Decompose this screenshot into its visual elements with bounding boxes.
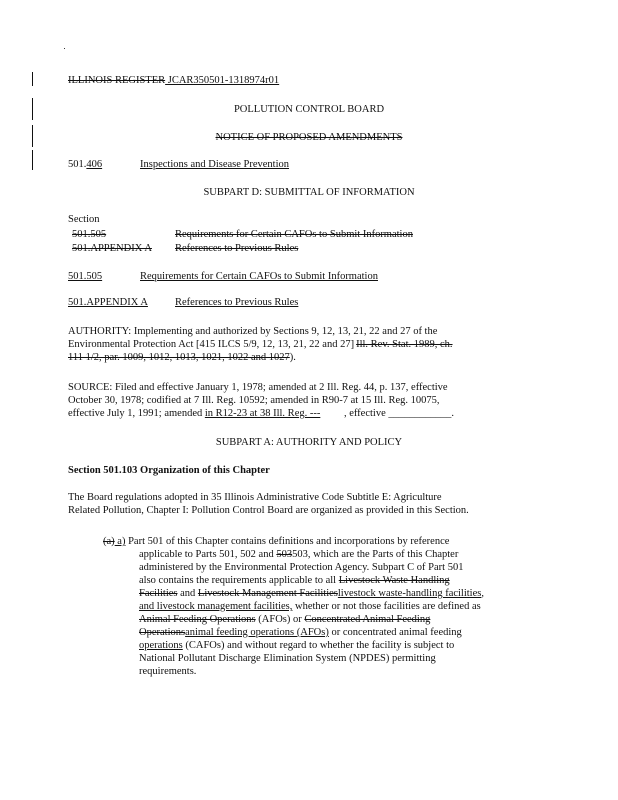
change-bar	[32, 150, 33, 170]
toc-struck-title: References to Previous Rules	[175, 243, 299, 254]
toc-new-title: Requirements for Certain CAFOs to Submit Information	[140, 271, 378, 282]
toc-struck-title: Requirements for Certain CAFOs to Submit Information	[175, 229, 413, 240]
authority-note: AUTHORITY: Implementing and authorized by Sections 9, 12, 13, 21, 22 and 27 of the Environmental Protection Act [415 ILCS 5/9, 12, 13, 21, 22 and 27] Ill. Rev. Stat. 1989, ch. 111 1/2, par. 1009, 1012, 1013, 1021, 1022 and 1027).	[68, 326, 453, 363]
subpart-d-heading: SUBPART D: SUBMITTAL OF INFORMATION	[203, 187, 415, 198]
section-label: Section	[68, 214, 100, 225]
item-a-first-line: (a) a) Part 501 of this Chapter contains definitions and incorporations by reference	[103, 536, 450, 547]
toc-new-number: 501.505	[68, 271, 103, 282]
subpart-a-heading: SUBPART A: AUTHORITY AND POLICY	[215, 437, 403, 448]
item-a-body: applicable to Parts 501, 502 and 503503, which are the Parts of this Chapter administered by the Environmental Protection Agency. Subpart C of Part 501 also contains the requirements applicable to all Livestock Waste Handling Facilities and Livestock Management Facilitieslivestock waste-handling facilities, and livestock management facilities, whether or not those facilities are defined as Animal Feeding Operations (AFOs) or Concentrated Animal Feeding Operationsanimal feeding operations (AFOs) or concentrated animal feeding operations (CAFOs) and without regard to whether the facility is subject to National Pollutant Discharge Elimination System (NPDES) permitting requirements.	[139, 549, 484, 677]
toc-struck-number: 501.505	[72, 229, 107, 240]
toc-new-title: References to Previous Rules	[175, 297, 299, 308]
section-heading: Section 501.103 Organization of this Chapter	[68, 465, 270, 476]
toc-new-number: 501.APPENDIX A	[68, 297, 148, 308]
source-note: SOURCE: Filed and effective January 1, 1978; amended at 2 Ill. Reg. 44, p. 137, effective October 30, 1978; codified at 7 Ill. Reg. 10592; amended in R90-7 at 15 Ill. Reg. 10075, effective July 1, 1991; amended in R12-23 at 38 Ill. Reg. --- , effective ____________.	[68, 382, 454, 419]
register-line: ILLINOIS REGISTER JCAR350501-1318974r01	[68, 75, 280, 86]
intro-paragraph: The Board regulations adopted in 35 Illinois Administrative Code Subtitle E: Agriculture Related Pollution, Chapter I: Pollution Control Board are organized as provided in this Section.	[68, 492, 469, 516]
toc-title: Inspections and Disease Prevention	[140, 159, 290, 170]
toc-number: 501.406	[68, 159, 103, 170]
toc-struck-number: 501.APPENDIX A	[72, 243, 152, 254]
speck	[64, 48, 65, 49]
board-name: POLLUTION CONTROL BOARD	[233, 104, 385, 115]
notice-heading: NOTICE OF PROPOSED AMENDMENTS	[215, 132, 403, 143]
change-bar	[32, 72, 33, 86]
